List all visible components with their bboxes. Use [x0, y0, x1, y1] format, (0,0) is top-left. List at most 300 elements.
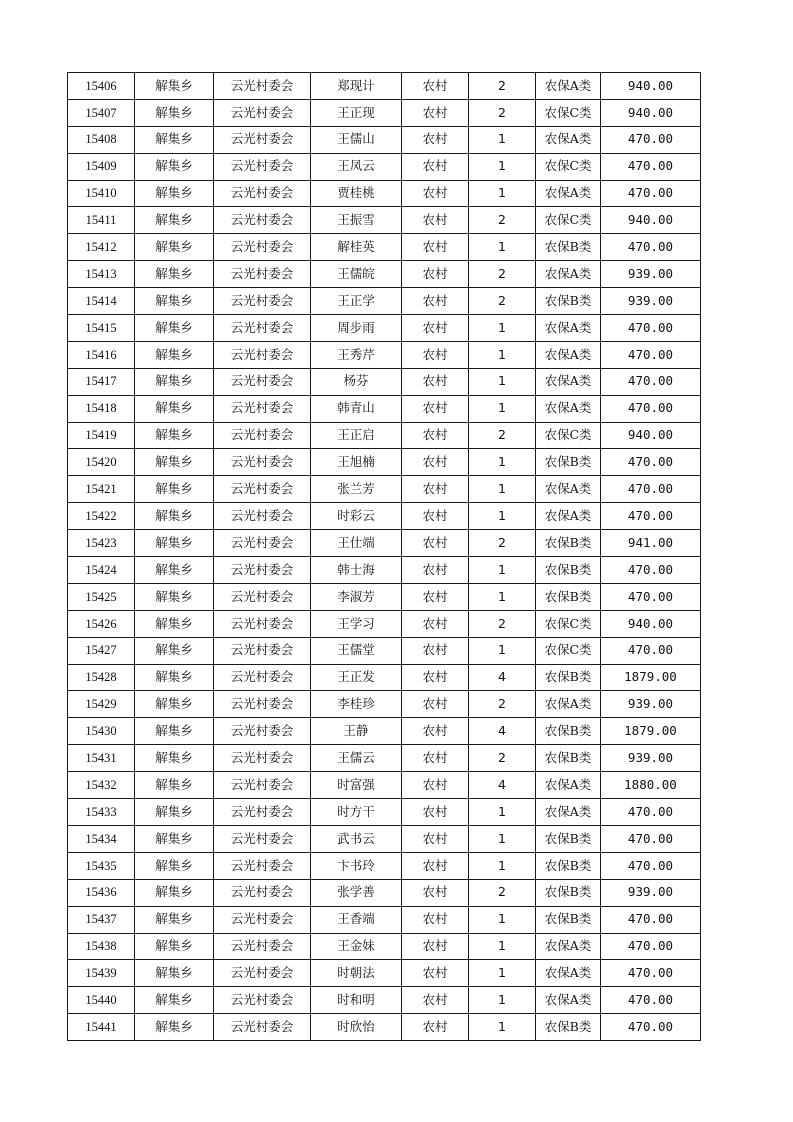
- household-type-cell: 农村: [402, 879, 469, 906]
- amount-cell: 940.00: [601, 422, 701, 449]
- insurance-category-cell: 农保B类: [536, 745, 601, 772]
- table-row: [68, 879, 701, 906]
- household-type-cell: 农村: [402, 772, 469, 799]
- persons-count-cell: 1: [469, 799, 536, 826]
- name-cell: 时彩云: [311, 503, 402, 530]
- village-committee-cell: 云光村委会: [214, 557, 311, 584]
- household-type-cell: 农村: [402, 368, 469, 395]
- name-cell: 贾桂桃: [311, 180, 402, 207]
- household-type-cell: 农村: [402, 530, 469, 557]
- record-id-cell: 15423: [68, 530, 135, 557]
- township-cell: 解集乡: [135, 99, 214, 126]
- amount-cell: 470.00: [601, 180, 701, 207]
- name-cell: 王儒云: [311, 745, 402, 772]
- township-cell: 解集乡: [135, 180, 214, 207]
- table-row: [68, 288, 701, 315]
- name-cell: 王正学: [311, 288, 402, 315]
- record-id-cell: 15410: [68, 180, 135, 207]
- insurance-category-cell: 农保B类: [536, 288, 601, 315]
- table-row: [68, 99, 701, 126]
- village-committee-cell: 云光村委会: [214, 852, 311, 879]
- table-row: [68, 207, 701, 234]
- village-committee-cell: 云光村委会: [214, 261, 311, 288]
- persons-count-cell: 1: [469, 449, 536, 476]
- table-row: [68, 637, 701, 664]
- persons-count-cell: 2: [469, 99, 536, 126]
- insurance-category-cell: 农保C类: [536, 153, 601, 180]
- village-committee-cell: 云光村委会: [214, 476, 311, 503]
- township-cell: 解集乡: [135, 637, 214, 664]
- table-row: [68, 772, 701, 799]
- record-id-cell: 15431: [68, 745, 135, 772]
- persons-count-cell: 1: [469, 503, 536, 530]
- household-type-cell: 农村: [402, 933, 469, 960]
- village-committee-cell: 云光村委会: [214, 987, 311, 1014]
- amount-cell: 939.00: [601, 745, 701, 772]
- household-type-cell: 农村: [402, 718, 469, 745]
- township-cell: 解集乡: [135, 530, 214, 557]
- household-type-cell: 农村: [402, 852, 469, 879]
- amount-cell: 940.00: [601, 73, 701, 100]
- persons-count-cell: 1: [469, 583, 536, 610]
- household-type-cell: 农村: [402, 637, 469, 664]
- insurance-category-cell: 农保B类: [536, 879, 601, 906]
- record-id-cell: 15433: [68, 799, 135, 826]
- village-committee-cell: 云光村委会: [214, 126, 311, 153]
- persons-count-cell: 4: [469, 718, 536, 745]
- township-cell: 解集乡: [135, 610, 214, 637]
- persons-count-cell: 1: [469, 395, 536, 422]
- township-cell: 解集乡: [135, 664, 214, 691]
- household-type-cell: 农村: [402, 557, 469, 584]
- township-cell: 解集乡: [135, 153, 214, 180]
- table-row: [68, 610, 701, 637]
- persons-count-cell: 2: [469, 610, 536, 637]
- insurance-category-cell: 农保B类: [536, 557, 601, 584]
- household-type-cell: 农村: [402, 476, 469, 503]
- township-cell: 解集乡: [135, 422, 214, 449]
- table-row: [68, 530, 701, 557]
- township-cell: 解集乡: [135, 449, 214, 476]
- persons-count-cell: 1: [469, 153, 536, 180]
- township-cell: 解集乡: [135, 933, 214, 960]
- table-row: [68, 933, 701, 960]
- record-id-cell: 15436: [68, 879, 135, 906]
- persons-count-cell: 1: [469, 1014, 536, 1041]
- amount-cell: 470.00: [601, 799, 701, 826]
- village-committee-cell: 云光村委会: [214, 691, 311, 718]
- township-cell: 解集乡: [135, 745, 214, 772]
- name-cell: 李桂珍: [311, 691, 402, 718]
- insurance-category-cell: 农保C类: [536, 637, 601, 664]
- amount-cell: 939.00: [601, 261, 701, 288]
- persons-count-cell: 1: [469, 557, 536, 584]
- village-committee-cell: 云光村委会: [214, 825, 311, 852]
- amount-cell: 470.00: [601, 449, 701, 476]
- table-row: [68, 960, 701, 987]
- village-committee-cell: 云光村委会: [214, 664, 311, 691]
- amount-cell: 470.00: [601, 1014, 701, 1041]
- village-committee-cell: 云光村委会: [214, 772, 311, 799]
- insurance-category-cell: 农保A类: [536, 503, 601, 530]
- village-committee-cell: 云光村委会: [214, 637, 311, 664]
- table-row: [68, 126, 701, 153]
- township-cell: 解集乡: [135, 395, 214, 422]
- persons-count-cell: 1: [469, 476, 536, 503]
- persons-count-cell: 2: [469, 207, 536, 234]
- insurance-category-cell: 农保A类: [536, 691, 601, 718]
- persons-count-cell: 1: [469, 341, 536, 368]
- record-id-cell: 15422: [68, 503, 135, 530]
- persons-count-cell: 4: [469, 772, 536, 799]
- household-type-cell: 农村: [402, 422, 469, 449]
- insurance-category-cell: 农保A类: [536, 126, 601, 153]
- record-id-cell: 15429: [68, 691, 135, 718]
- persons-count-cell: 1: [469, 825, 536, 852]
- name-cell: 王儒堂: [311, 637, 402, 664]
- amount-cell: 1879.00: [601, 718, 701, 745]
- table-row: [68, 906, 701, 933]
- township-cell: 解集乡: [135, 583, 214, 610]
- record-id-cell: 15414: [68, 288, 135, 315]
- amount-cell: 470.00: [601, 825, 701, 852]
- persons-count-cell: 2: [469, 691, 536, 718]
- table-row: [68, 718, 701, 745]
- amount-cell: 939.00: [601, 691, 701, 718]
- township-cell: 解集乡: [135, 960, 214, 987]
- insurance-category-cell: 农保A类: [536, 73, 601, 100]
- record-id-cell: 15409: [68, 153, 135, 180]
- name-cell: 韩青山: [311, 395, 402, 422]
- persons-count-cell: 2: [469, 879, 536, 906]
- roster-table-body: [68, 73, 701, 1041]
- record-id-cell: 15434: [68, 825, 135, 852]
- name-cell: 周步雨: [311, 315, 402, 342]
- village-committee-cell: 云光村委会: [214, 933, 311, 960]
- name-cell: 王旭楠: [311, 449, 402, 476]
- village-committee-cell: 云光村委会: [214, 610, 311, 637]
- township-cell: 解集乡: [135, 825, 214, 852]
- persons-count-cell: 1: [469, 933, 536, 960]
- insurance-category-cell: 农保B类: [536, 1014, 601, 1041]
- insurance-category-cell: 农保B类: [536, 449, 601, 476]
- amount-cell: 470.00: [601, 503, 701, 530]
- township-cell: 解集乡: [135, 315, 214, 342]
- record-id-cell: 15437: [68, 906, 135, 933]
- township-cell: 解集乡: [135, 261, 214, 288]
- household-type-cell: 农村: [402, 825, 469, 852]
- persons-count-cell: 1: [469, 987, 536, 1014]
- household-type-cell: 农村: [402, 180, 469, 207]
- insurance-category-cell: 农保B类: [536, 583, 601, 610]
- record-id-cell: 15428: [68, 664, 135, 691]
- amount-cell: 940.00: [601, 99, 701, 126]
- name-cell: 王正发: [311, 664, 402, 691]
- village-committee-cell: 云光村委会: [214, 234, 311, 261]
- amount-cell: 470.00: [601, 395, 701, 422]
- village-committee-cell: 云光村委会: [214, 315, 311, 342]
- insurance-category-cell: 农保B类: [536, 530, 601, 557]
- record-id-cell: 15421: [68, 476, 135, 503]
- village-committee-cell: 云光村委会: [214, 207, 311, 234]
- persons-count-cell: 1: [469, 315, 536, 342]
- amount-cell: 470.00: [601, 341, 701, 368]
- village-committee-cell: 云光村委会: [214, 960, 311, 987]
- name-cell: 王正现: [311, 99, 402, 126]
- record-id-cell: 15412: [68, 234, 135, 261]
- amount-cell: 470.00: [601, 126, 701, 153]
- record-id-cell: 15432: [68, 772, 135, 799]
- table-row: [68, 745, 701, 772]
- persons-count-cell: 1: [469, 906, 536, 933]
- village-committee-cell: 云光村委会: [214, 422, 311, 449]
- household-type-cell: 农村: [402, 234, 469, 261]
- table-row: [68, 1014, 701, 1041]
- record-id-cell: 15441: [68, 1014, 135, 1041]
- record-id-cell: 15419: [68, 422, 135, 449]
- village-committee-cell: 云光村委会: [214, 718, 311, 745]
- persons-count-cell: 1: [469, 180, 536, 207]
- amount-cell: 470.00: [601, 637, 701, 664]
- record-id-cell: 15413: [68, 261, 135, 288]
- village-committee-cell: 云光村委会: [214, 180, 311, 207]
- township-cell: 解集乡: [135, 691, 214, 718]
- township-cell: 解集乡: [135, 234, 214, 261]
- persons-count-cell: 4: [469, 664, 536, 691]
- table-row: [68, 315, 701, 342]
- township-cell: 解集乡: [135, 126, 214, 153]
- household-type-cell: 农村: [402, 126, 469, 153]
- household-type-cell: 农村: [402, 261, 469, 288]
- household-type-cell: 农村: [402, 288, 469, 315]
- insurance-category-cell: 农保A类: [536, 987, 601, 1014]
- name-cell: 王凤云: [311, 153, 402, 180]
- amount-cell: 939.00: [601, 879, 701, 906]
- table-row: [68, 261, 701, 288]
- village-committee-cell: 云光村委会: [214, 799, 311, 826]
- name-cell: 王儒皖: [311, 261, 402, 288]
- household-type-cell: 农村: [402, 449, 469, 476]
- household-type-cell: 农村: [402, 987, 469, 1014]
- table-row: [68, 341, 701, 368]
- table-row: [68, 449, 701, 476]
- name-cell: 王振雪: [311, 207, 402, 234]
- amount-cell: 470.00: [601, 852, 701, 879]
- table-row: [68, 422, 701, 449]
- household-type-cell: 农村: [402, 583, 469, 610]
- insurance-category-cell: 农保A类: [536, 933, 601, 960]
- amount-cell: 940.00: [601, 610, 701, 637]
- table-row: [68, 368, 701, 395]
- table-row: [68, 73, 701, 100]
- name-cell: 时方干: [311, 799, 402, 826]
- village-committee-cell: 云光村委会: [214, 1014, 311, 1041]
- village-committee-cell: 云光村委会: [214, 99, 311, 126]
- name-cell: 王香端: [311, 906, 402, 933]
- name-cell: 时和明: [311, 987, 402, 1014]
- table-row: [68, 583, 701, 610]
- household-type-cell: 农村: [402, 395, 469, 422]
- amount-cell: 470.00: [601, 153, 701, 180]
- township-cell: 解集乡: [135, 852, 214, 879]
- village-committee-cell: 云光村委会: [214, 530, 311, 557]
- amount-cell: 470.00: [601, 234, 701, 261]
- persons-count-cell: 1: [469, 234, 536, 261]
- name-cell: 武书云: [311, 825, 402, 852]
- record-id-cell: 15426: [68, 610, 135, 637]
- table-row: [68, 180, 701, 207]
- table-row: [68, 153, 701, 180]
- amount-cell: 470.00: [601, 987, 701, 1014]
- amount-cell: 470.00: [601, 315, 701, 342]
- persons-count-cell: 1: [469, 126, 536, 153]
- insurance-category-cell: 农保B类: [536, 718, 601, 745]
- insurance-category-cell: 农保A类: [536, 180, 601, 207]
- table-row: [68, 825, 701, 852]
- record-id-cell: 15417: [68, 368, 135, 395]
- record-id-cell: 15406: [68, 73, 135, 100]
- township-cell: 解集乡: [135, 799, 214, 826]
- insurance-category-cell: 农保A类: [536, 341, 601, 368]
- amount-cell: 470.00: [601, 368, 701, 395]
- name-cell: 王金妹: [311, 933, 402, 960]
- name-cell: 王学习: [311, 610, 402, 637]
- name-cell: 时欣怡: [311, 1014, 402, 1041]
- village-committee-cell: 云光村委会: [214, 288, 311, 315]
- insurance-category-cell: 农保C类: [536, 422, 601, 449]
- persons-count-cell: 2: [469, 530, 536, 557]
- table-row: [68, 691, 701, 718]
- village-committee-cell: 云光村委会: [214, 503, 311, 530]
- name-cell: 李淑芳: [311, 583, 402, 610]
- household-type-cell: 农村: [402, 799, 469, 826]
- household-type-cell: 农村: [402, 153, 469, 180]
- insurance-category-cell: 农保C类: [536, 610, 601, 637]
- persons-count-cell: 2: [469, 745, 536, 772]
- amount-cell: 940.00: [601, 207, 701, 234]
- insurance-category-cell: 农保A类: [536, 368, 601, 395]
- persons-count-cell: 1: [469, 637, 536, 664]
- record-id-cell: 15415: [68, 315, 135, 342]
- village-committee-cell: 云光村委会: [214, 583, 311, 610]
- township-cell: 解集乡: [135, 368, 214, 395]
- name-cell: 韩士海: [311, 557, 402, 584]
- record-id-cell: 15438: [68, 933, 135, 960]
- table-row: [68, 987, 701, 1014]
- household-type-cell: 农村: [402, 691, 469, 718]
- village-committee-cell: 云光村委会: [214, 879, 311, 906]
- household-type-cell: 农村: [402, 745, 469, 772]
- township-cell: 解集乡: [135, 772, 214, 799]
- amount-cell: 1880.00: [601, 772, 701, 799]
- amount-cell: 470.00: [601, 960, 701, 987]
- household-type-cell: 农村: [402, 503, 469, 530]
- amount-cell: 470.00: [601, 933, 701, 960]
- name-cell: 杨芬: [311, 368, 402, 395]
- amount-cell: 941.00: [601, 530, 701, 557]
- name-cell: 卞书玲: [311, 852, 402, 879]
- table-row: [68, 799, 701, 826]
- amount-cell: 1879.00: [601, 664, 701, 691]
- name-cell: 王仕端: [311, 530, 402, 557]
- township-cell: 解集乡: [135, 906, 214, 933]
- table-row: [68, 503, 701, 530]
- name-cell: 王静: [311, 718, 402, 745]
- amount-cell: 470.00: [601, 557, 701, 584]
- township-cell: 解集乡: [135, 718, 214, 745]
- record-id-cell: 15407: [68, 99, 135, 126]
- village-committee-cell: 云光村委会: [214, 368, 311, 395]
- village-committee-cell: 云光村委会: [214, 449, 311, 476]
- insurance-category-cell: 农保A类: [536, 395, 601, 422]
- village-committee-cell: 云光村委会: [214, 906, 311, 933]
- insurance-category-cell: 农保B类: [536, 234, 601, 261]
- insurance-category-cell: 农保B类: [536, 906, 601, 933]
- persons-count-cell: 1: [469, 960, 536, 987]
- amount-cell: 470.00: [601, 906, 701, 933]
- persons-count-cell: 1: [469, 852, 536, 879]
- township-cell: 解集乡: [135, 987, 214, 1014]
- township-cell: 解集乡: [135, 557, 214, 584]
- village-committee-cell: 云光村委会: [214, 73, 311, 100]
- table-row: [68, 476, 701, 503]
- township-cell: 解集乡: [135, 341, 214, 368]
- insurance-category-cell: 农保A类: [536, 261, 601, 288]
- village-committee-cell: 云光村委会: [214, 153, 311, 180]
- record-id-cell: 15435: [68, 852, 135, 879]
- persons-count-cell: 2: [469, 422, 536, 449]
- name-cell: 王儒山: [311, 126, 402, 153]
- village-committee-cell: 云光村委会: [214, 341, 311, 368]
- insurance-category-cell: 农保A类: [536, 315, 601, 342]
- record-id-cell: 15440: [68, 987, 135, 1014]
- household-type-cell: 农村: [402, 207, 469, 234]
- insurance-category-cell: 农保A类: [536, 960, 601, 987]
- household-type-cell: 农村: [402, 610, 469, 637]
- table-row: [68, 557, 701, 584]
- household-type-cell: 农村: [402, 906, 469, 933]
- record-id-cell: 15439: [68, 960, 135, 987]
- amount-cell: 470.00: [601, 583, 701, 610]
- record-id-cell: 15424: [68, 557, 135, 584]
- table-row: [68, 852, 701, 879]
- township-cell: 解集乡: [135, 288, 214, 315]
- name-cell: 王秀芹: [311, 341, 402, 368]
- table-row: [68, 664, 701, 691]
- record-id-cell: 15418: [68, 395, 135, 422]
- table-row: [68, 395, 701, 422]
- township-cell: 解集乡: [135, 207, 214, 234]
- village-committee-cell: 云光村委会: [214, 395, 311, 422]
- name-cell: 解桂英: [311, 234, 402, 261]
- township-cell: 解集乡: [135, 503, 214, 530]
- name-cell: 时富强: [311, 772, 402, 799]
- amount-cell: 470.00: [601, 476, 701, 503]
- township-cell: 解集乡: [135, 476, 214, 503]
- name-cell: 时朝法: [311, 960, 402, 987]
- record-id-cell: 15427: [68, 637, 135, 664]
- persons-count-cell: 1: [469, 368, 536, 395]
- insurance-category-cell: 农保B类: [536, 852, 601, 879]
- insurance-category-cell: 农保B类: [536, 664, 601, 691]
- table-row: [68, 234, 701, 261]
- insurance-category-cell: 农保C类: [536, 207, 601, 234]
- record-id-cell: 15416: [68, 341, 135, 368]
- household-type-cell: 农村: [402, 99, 469, 126]
- insurance-category-cell: 农保A类: [536, 476, 601, 503]
- roster-table: [67, 72, 701, 1041]
- record-id-cell: 15411: [68, 207, 135, 234]
